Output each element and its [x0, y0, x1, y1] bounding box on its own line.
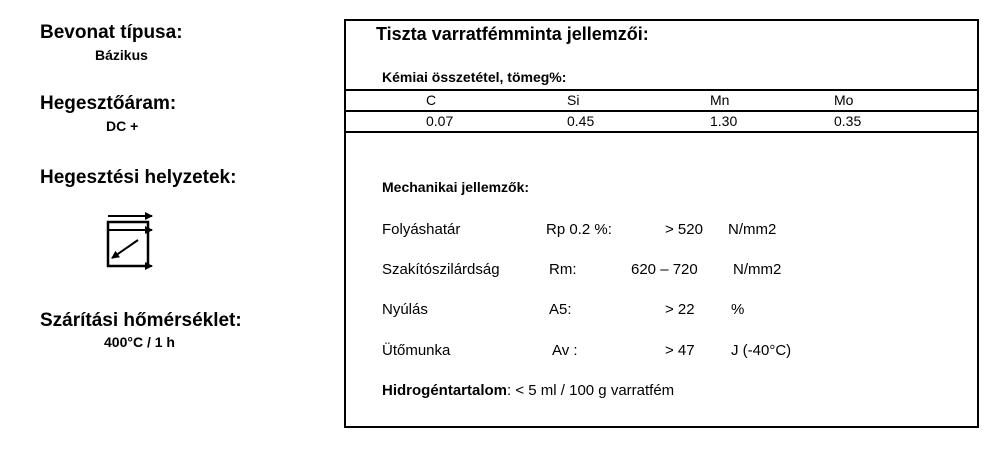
property-unit: J (-40°C)	[731, 342, 792, 359]
coating-type-label: Bevonat típusa:	[40, 22, 183, 43]
chemical-value-c: 0.07	[426, 113, 454, 129]
hydrogen-label: Hidrogéntartalom	[382, 382, 508, 399]
property-name: Szakítószilárdság	[382, 261, 500, 278]
property-symbol: Rp 0.2 %:	[546, 221, 612, 238]
chemical-header-si: Si	[567, 92, 580, 108]
coating-type-value: Bázikus	[95, 47, 148, 63]
chemical-composition-title: Kémiai összetétel, tömeg%:	[382, 69, 567, 85]
property-value: 620 – 720	[631, 261, 698, 278]
welding-positions-icon	[100, 208, 158, 272]
chemical-value-mn: 1.30	[710, 113, 738, 129]
table-bottom-rule	[344, 131, 979, 133]
properties-title: Tiszta varratfémminta jellemzői:	[376, 24, 649, 44]
welding-current-value: DC +	[106, 118, 139, 134]
table-top-rule	[344, 89, 979, 91]
property-symbol: Av :	[552, 342, 578, 359]
property-unit: N/mm2	[733, 261, 782, 278]
welding-current-label: Hegesztőáram:	[40, 93, 177, 114]
table-middle-rule	[344, 110, 979, 112]
drying-temperature-value: 400°C / 1 h	[104, 334, 175, 350]
property-name: Folyáshatár	[382, 221, 461, 238]
hydrogen-value: : < 5 ml / 100 g varratfém	[507, 382, 675, 399]
property-name: Nyúlás	[382, 301, 428, 318]
chemical-header-mo: Mo	[834, 92, 854, 108]
property-symbol: Rm:	[549, 261, 577, 278]
hydrogen-content	[382, 382, 674, 399]
chemical-header-mn: Mn	[710, 92, 730, 108]
chemical-header-c: C	[426, 92, 437, 108]
drying-temperature-label: Szárítási hőmérséklet:	[40, 310, 242, 331]
welding-positions-label: Hegesztési helyzetek:	[40, 167, 237, 188]
chemical-value-mo: 0.35	[834, 113, 862, 129]
property-name: Ütőmunka	[382, 342, 451, 359]
chemical-value-si: 0.45	[567, 113, 595, 129]
property-unit: N/mm2	[728, 221, 777, 238]
property-symbol: A5:	[549, 301, 572, 318]
property-value: > 520	[665, 221, 703, 238]
property-value: > 47	[665, 342, 695, 359]
property-value: > 22	[665, 301, 695, 318]
mechanical-properties-title: Mechanikai jellemzők:	[382, 179, 530, 195]
property-unit: %	[731, 301, 745, 318]
weld-metal-properties-box	[344, 19, 979, 428]
